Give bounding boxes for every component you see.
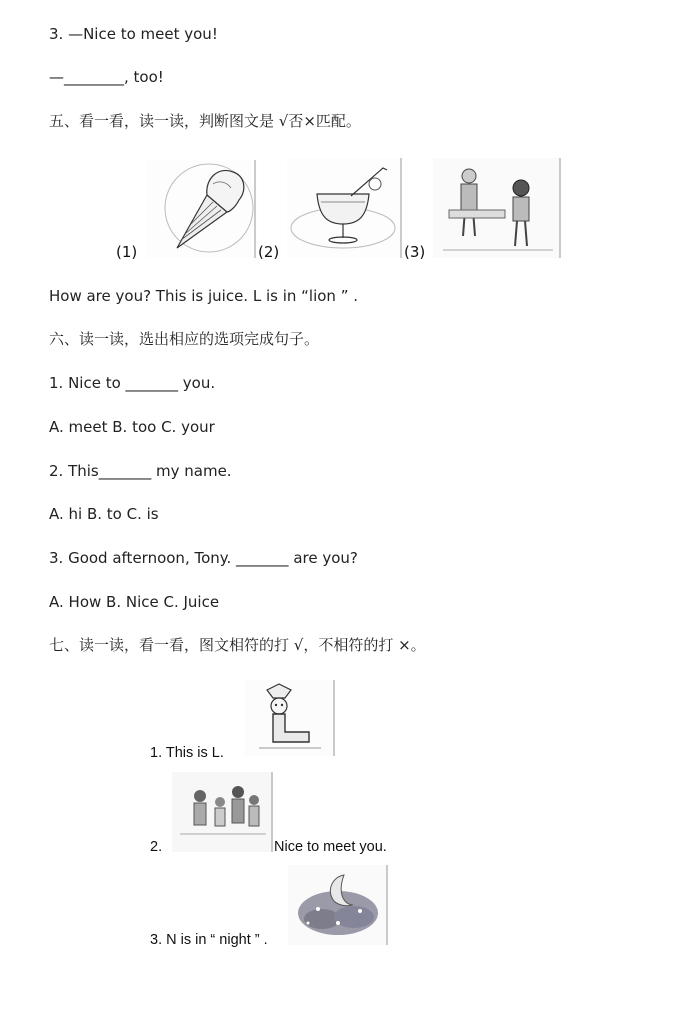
- statement-1: 1. This is L.: [150, 745, 224, 761]
- question-2: 2. This_______ my name.: [49, 462, 232, 480]
- section-7-heading: 七、读一读，看一看，图文相符的打 √，不相符的打 ×。: [49, 636, 426, 654]
- exercise-line-3: 3. —Nice to meet you!: [49, 25, 218, 43]
- juice-glass-illustration: [287, 158, 403, 258]
- image-label-1: (1): [116, 243, 138, 261]
- question-1: 1. Nice to _______ you.: [49, 374, 216, 392]
- exercise-answer-blank: —________, too!: [49, 68, 164, 86]
- children-greeting-illustration: [433, 158, 561, 258]
- children-meeting-illustration: [172, 772, 273, 852]
- statement-2-text: Nice to meet you.: [274, 839, 387, 855]
- statement-2-number: 2.: [150, 839, 163, 855]
- image-label-3: (3): [404, 243, 426, 261]
- ice-cream-illustration: [147, 160, 257, 258]
- moon-night-illustration: [288, 865, 388, 945]
- statement-3: 3. N is in “ night ” .: [150, 932, 268, 948]
- question-1-options: A. meet B. too C. your: [49, 418, 215, 436]
- question-3: 3. Good afternoon, Tony. _______ are you?: [49, 549, 358, 567]
- section-5-sentences: How are you? This is juice. L is in “lion ” .: [49, 287, 359, 305]
- image-label-2: (2): [258, 243, 280, 261]
- section-6-heading: 六、读一读，选出相应的选项完成句子。: [49, 330, 320, 348]
- section-5-heading: 五、看一看，读一读，判断图文是 √否×匹配。: [49, 112, 361, 130]
- letter-l-character-illustration: [245, 680, 335, 756]
- question-2-options: A. hi B. to C. is: [49, 505, 159, 523]
- question-3-options: A. How B. Nice C. Juice: [49, 593, 220, 611]
